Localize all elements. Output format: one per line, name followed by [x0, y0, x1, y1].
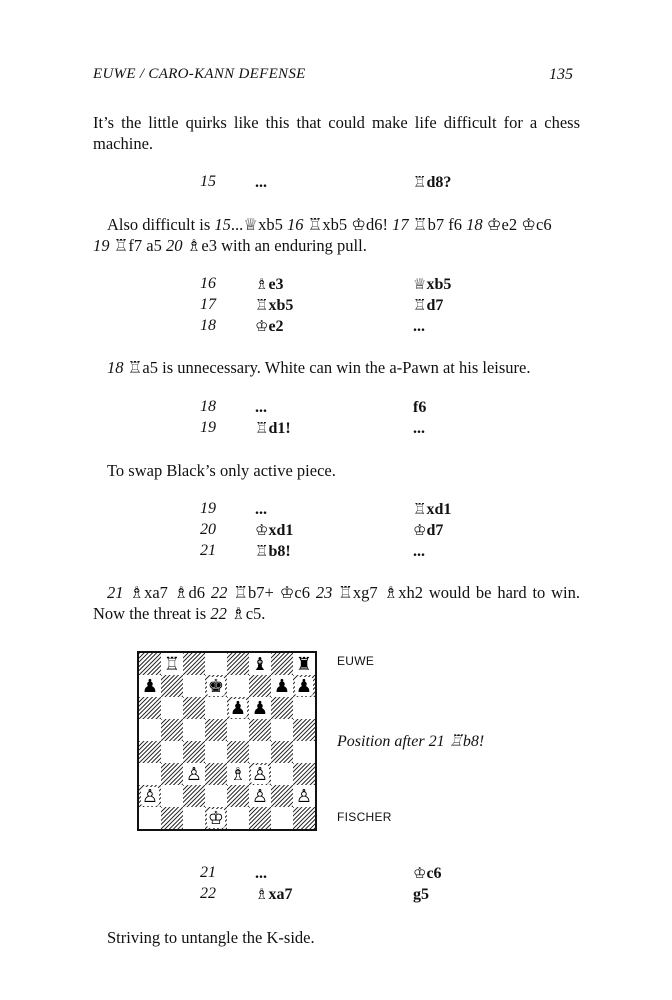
chess-piece-icon: ♟: [251, 697, 269, 719]
square-g5: [271, 719, 293, 741]
square-b2: [161, 785, 183, 807]
move-text: xb5: [426, 276, 452, 293]
move-text: ...: [255, 399, 267, 416]
paragraph-swap: To swap Black’s only active piece.: [107, 461, 336, 480]
square-b5: [161, 719, 183, 741]
move-row: [200, 542, 460, 563]
white-move: [255, 885, 292, 904]
move-text: xb5: [268, 297, 294, 314]
caption-move: 21 ♖b8!: [428, 733, 485, 750]
square-c3: [183, 763, 205, 785]
square-d1: [205, 807, 227, 829]
paragraph-striving: Striving to untangle the K-side.: [107, 928, 315, 947]
square-a3: [139, 763, 161, 785]
square-b1: [161, 807, 183, 829]
square-c2: [183, 785, 205, 807]
square-f8: [249, 653, 271, 675]
paragraph-threat: [93, 582, 580, 624]
move-number: 21: [200, 542, 216, 559]
move-number: 15: [200, 173, 216, 190]
move-text: xa7: [268, 886, 293, 903]
move-row: [200, 521, 460, 542]
square-d4: [205, 741, 227, 763]
square-f7: [249, 675, 271, 697]
move-row: [200, 398, 460, 419]
black-move: [413, 521, 443, 540]
move-number: 19: [200, 500, 216, 517]
piece-figurine: ♖: [413, 173, 427, 191]
square-a6: [139, 697, 161, 719]
text: ...♕xb5: [230, 215, 287, 234]
diagram-top-player: EUWE: [337, 654, 375, 668]
white-move: [255, 864, 267, 883]
move-number: 18: [200, 317, 216, 334]
move-number: 21: [200, 864, 216, 881]
white-move: [255, 275, 284, 294]
move-number: 23: [315, 583, 333, 602]
text: ♗xa7 ♗d6: [123, 583, 211, 602]
chess-piece-icon: ♚: [207, 675, 225, 697]
square-h8: [293, 653, 315, 675]
move-number: 19: [93, 236, 110, 255]
square-e2: [227, 785, 249, 807]
square-a1: [139, 807, 161, 829]
move-group-1: [200, 173, 460, 194]
piece-figurine: ♕: [413, 275, 427, 293]
running-title: EUWE / CARO-KANN DEFENSE: [93, 66, 306, 82]
square-f4: [249, 741, 271, 763]
move-number: 20: [200, 521, 216, 538]
square-c6: [183, 697, 205, 719]
move-number: 16: [200, 275, 216, 292]
square-f5: [249, 719, 271, 741]
move-text: b8!: [268, 543, 291, 560]
chess-piece-icon: ♟: [273, 675, 291, 697]
square-d8: [205, 653, 227, 675]
piece-figurine: ♔: [255, 521, 269, 539]
move-row: [200, 275, 460, 296]
move-text: d7: [426, 297, 444, 314]
square-h5: [293, 719, 315, 741]
square-h4: [293, 741, 315, 763]
move-text: d1!: [268, 420, 291, 437]
move-row: [200, 500, 460, 521]
square-c1: [183, 807, 205, 829]
white-move: [255, 500, 267, 519]
piece-figurine: ♔: [255, 317, 269, 335]
white-move: [255, 419, 291, 438]
square-f1: [249, 807, 271, 829]
text: ♗c5.: [226, 604, 266, 623]
square-f6: [249, 697, 271, 719]
black-move: [413, 885, 429, 904]
square-h3: [293, 763, 315, 785]
text: ♖xg7 ♗xh2 would be hard to win. Now the threat is: [93, 583, 580, 623]
square-g7: [271, 675, 293, 697]
square-b3: [161, 763, 183, 785]
white-move: [255, 542, 291, 561]
square-a7: [139, 675, 161, 697]
black-move: [413, 275, 451, 294]
white-move: [255, 398, 267, 417]
square-e3: [227, 763, 249, 785]
square-b7: [161, 675, 183, 697]
move-text: ...: [255, 865, 267, 882]
white-move: [255, 296, 293, 315]
move-text: ...: [255, 501, 267, 518]
square-e1: [227, 807, 249, 829]
piece-figurine: ♖: [255, 296, 269, 314]
black-move: [413, 173, 451, 192]
piece-figurine: ♔: [413, 521, 427, 539]
move-text: ...: [413, 543, 425, 560]
chess-piece-icon: ♜: [295, 653, 313, 675]
chess-piece-icon: ♖: [163, 653, 181, 675]
black-move: [413, 398, 426, 417]
diagram-bottom-player: FISCHER: [337, 810, 392, 824]
move-group-5: [200, 864, 460, 906]
square-e5: [227, 719, 249, 741]
move-text: g5: [413, 886, 429, 903]
piece-figurine: ♖: [413, 296, 427, 314]
text: ♖a5 is unnecessary. White can win the a-Pawn at his leisure.: [123, 358, 531, 377]
move-text: f6: [413, 399, 427, 416]
chess-piece-icon: ♟: [229, 697, 247, 719]
chess-piece-icon: ♙: [185, 763, 203, 785]
move-text: e3: [268, 276, 284, 293]
square-b8: [161, 653, 183, 675]
square-g4: [271, 741, 293, 763]
square-h6: [293, 697, 315, 719]
move-number: 22: [210, 583, 228, 602]
running-header: [93, 66, 573, 90]
square-c8: [183, 653, 205, 675]
square-g2: [271, 785, 293, 807]
move-number: 17: [200, 296, 216, 313]
square-f2: [249, 785, 271, 807]
move-row: [200, 296, 460, 317]
black-move: [413, 296, 443, 315]
move-group-2: [200, 275, 460, 338]
move-text: xd1: [426, 501, 452, 518]
chess-piece-icon: ♙: [251, 785, 269, 807]
chess-piece-icon: ♗: [229, 763, 247, 785]
chess-piece-icon: ♝: [251, 653, 269, 675]
chess-piece-icon: ♟: [141, 675, 159, 697]
square-d3: [205, 763, 227, 785]
square-e7: [227, 675, 249, 697]
square-g8: [271, 653, 293, 675]
square-b4: [161, 741, 183, 763]
square-e8: [227, 653, 249, 675]
move-row: [200, 864, 460, 885]
chess-board: [139, 653, 315, 829]
black-move: [413, 317, 425, 336]
page-number: 135: [549, 66, 573, 83]
chess-diagram: [137, 651, 317, 831]
chess-piece-icon: ♔: [207, 807, 225, 829]
piece-figurine: ♖: [413, 500, 427, 518]
black-move: [413, 500, 451, 519]
square-a4: [139, 741, 161, 763]
move-text: xd1: [268, 522, 294, 539]
chess-piece-icon: ♟: [295, 675, 313, 697]
square-c5: [183, 719, 205, 741]
paragraph-also-difficult: [93, 214, 580, 256]
white-move: [255, 317, 284, 336]
move-group-3: [200, 398, 460, 440]
square-d6: [205, 697, 227, 719]
move-number: 18: [200, 398, 216, 415]
text: ♗e3 with an enduring pull.: [182, 236, 367, 255]
square-g1: [271, 807, 293, 829]
square-h2: [293, 785, 315, 807]
move-text: d8?: [426, 174, 452, 191]
move-number: 21: [107, 583, 124, 602]
piece-figurine: ♔: [413, 864, 427, 882]
piece-figurine: ♗: [255, 885, 269, 903]
chess-piece-icon: ♙: [141, 785, 159, 807]
caption-text: Position after: [337, 733, 429, 750]
black-move: [413, 864, 442, 883]
square-c4: [183, 741, 205, 763]
move-number: 19: [200, 419, 216, 436]
text: ♖b7 f6: [408, 215, 467, 234]
square-e4: [227, 741, 249, 763]
text: ♖xb5 ♔d6!: [303, 215, 393, 234]
square-h1: [293, 807, 315, 829]
square-e6: [227, 697, 249, 719]
square-b6: [161, 697, 183, 719]
paragraph-quirks: It’s the little quirks like this that could make life difficult for a chess machine.: [93, 113, 580, 153]
square-a5: [139, 719, 161, 741]
square-a8: [139, 653, 161, 675]
black-move: [413, 419, 425, 438]
piece-figurine: ♗: [255, 275, 269, 293]
move-text: ...: [413, 420, 425, 437]
move-number: 20: [166, 236, 183, 255]
square-a2: [139, 785, 161, 807]
white-move: [255, 173, 267, 192]
square-d5: [205, 719, 227, 741]
text: ♖f7 a5: [109, 236, 166, 255]
piece-figurine: ♖: [255, 542, 269, 560]
text: ♖b7+ ♔c6: [227, 583, 316, 602]
paragraph-a5-unnecessary: [93, 357, 580, 378]
move-text: d7: [426, 522, 444, 539]
square-d7: [205, 675, 227, 697]
move-text: c6: [426, 865, 442, 882]
move-number: 22: [200, 885, 216, 902]
move-group-4: [200, 500, 460, 563]
chess-piece-icon: ♙: [251, 763, 269, 785]
move-text: ...: [413, 318, 425, 335]
square-g6: [271, 697, 293, 719]
move-number: 22: [210, 604, 227, 623]
square-g3: [271, 763, 293, 785]
white-move: [255, 521, 293, 540]
square-c7: [183, 675, 205, 697]
move-row: [200, 317, 460, 338]
text: ♔e2 ♔c6: [482, 215, 552, 234]
move-number: 17: [392, 215, 409, 234]
square-f3: [249, 763, 271, 785]
square-d2: [205, 785, 227, 807]
move-number: 15: [214, 215, 231, 234]
move-text: e2: [268, 318, 284, 335]
chess-piece-icon: ♙: [295, 785, 313, 807]
diagram-caption: [337, 731, 484, 751]
text: Also difficult is: [107, 215, 215, 234]
square-h7: [293, 675, 315, 697]
move-row: [200, 173, 460, 194]
move-row: [200, 419, 460, 440]
move-number: 16: [286, 215, 304, 234]
move-number: 18: [466, 215, 483, 234]
move-row: [200, 885, 460, 906]
move-number: 18: [107, 358, 124, 377]
black-move: [413, 542, 425, 561]
move-text: ...: [255, 174, 267, 191]
piece-figurine: ♖: [255, 419, 269, 437]
